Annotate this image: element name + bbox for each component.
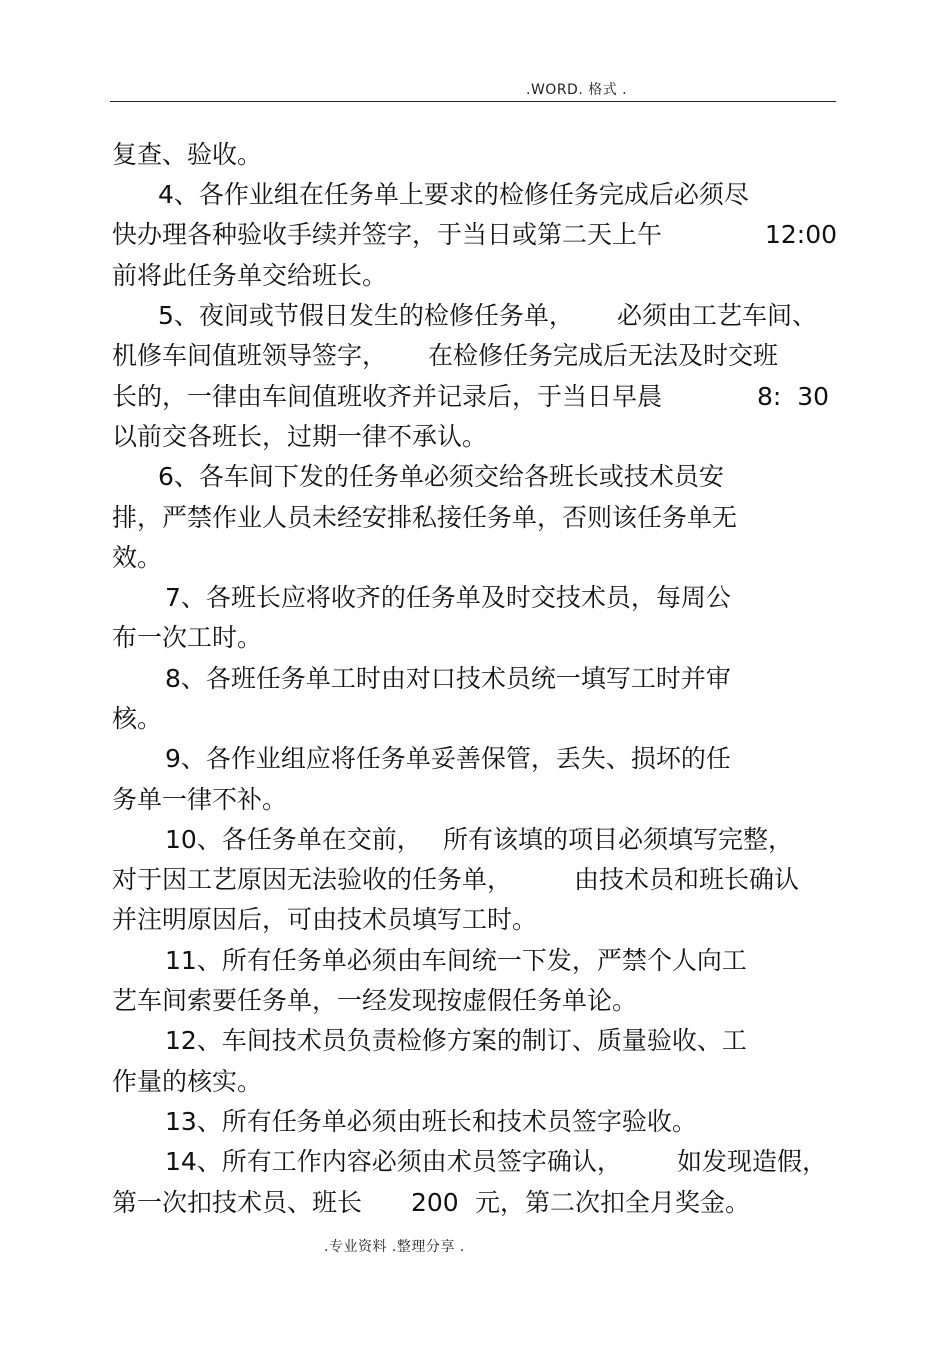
text-line [0,1106,697,1138]
text-line [0,824,794,856]
page-footer-label: .专业资料 .整理分享 . [324,1239,465,1255]
text-line [0,502,738,534]
text-line [0,1187,751,1219]
text-line [0,219,838,251]
text-segment: 由技术员和班长确认 [574,865,800,894]
text-line [0,1146,828,1178]
text-segment: 4、各作业组在任务单上要求的检修任务完成后必须尽 [158,180,749,209]
text-segment: 长的，一律由车间值班收齐并记录后，于当日早晨 [112,382,663,411]
text-segment: 第一次扣技术员、班长 [112,1188,363,1217]
text-segment: 对于因工艺原因无法验收的任务单， [112,865,513,894]
text-segment: 6、各车间下发的任务单必须交给各班长或技术员安 [158,462,724,491]
text-segment: 元，第二次扣全月奖金。 [475,1188,751,1217]
text-line [0,340,779,372]
text-segment: 艺车间索要任务单，一经发现按虚假任务单论。 [112,986,638,1015]
text-line [0,139,263,171]
text-line [0,461,724,493]
text-segment: 12、车间技术员负责检修方案的制订、质量验收、工 [165,1026,747,1055]
text-segment: 复查、验收。 [112,140,263,169]
text-line [0,179,749,211]
text-segment: 9、各作业组应将任务单妥善保管，丢失、损坏的任 [165,744,731,773]
text-line [0,1025,747,1057]
text-segment: 必须由工艺车间、 [617,301,818,330]
text-line [0,703,163,735]
text-line [0,582,731,614]
text-line [0,904,538,936]
text-line [0,743,731,775]
text-segment: 核。 [112,704,163,733]
text-line [0,945,747,977]
text-line [0,985,638,1017]
text-segment: 机修车间值班领导签字， [112,341,388,370]
text-line [0,381,830,413]
text-line [0,1066,263,1098]
text-line [0,542,163,574]
text-segment: 以前交各班长，过期一律不承认。 [112,422,488,451]
text-segment: 作量的核实。 [112,1067,263,1096]
text-segment: 8: 30 [757,382,830,411]
text-segment: 200 [411,1188,459,1217]
header-divider [110,101,836,102]
text-segment: 所有该填的项目必须填写完整， [443,825,794,854]
text-segment: 务单一律不补。 [112,785,288,814]
text-segment: 10、各任务单在交前， [165,825,422,854]
text-line [0,260,388,292]
text-segment: 14、所有工作内容必须由术员签字确认， [165,1147,622,1176]
text-segment: 前将此任务单交给班长。 [112,261,388,290]
text-segment: 5、夜间或节假日发生的检修任务单， [158,301,574,330]
text-segment: 快办理各种验收手续并签字，于当日或第二天上午 [112,220,663,249]
text-segment: 11、所有任务单必须由车间统一下发，严禁个人向工 [165,946,747,975]
text-segment: 如发现造假， [677,1147,828,1176]
page-header-label: .WORD. 格式 . [526,82,628,98]
text-segment: 8、各班任务单工时由对口技术员统一填写工时并审 [165,664,731,693]
text-segment: 效。 [112,543,163,572]
text-line [0,622,263,654]
text-line [0,663,731,695]
text-line [0,421,488,453]
text-segment: 并注明原因后，可由技术员填写工时。 [112,905,538,934]
text-segment: 布一次工时。 [112,623,263,652]
text-segment: 7、各班长应将收齐的任务单及时交技术员，每周公 [165,583,731,612]
text-line [0,300,818,332]
text-segment: 12:00 [765,220,838,249]
text-segment: 13、所有任务单必须由班长和技术员签字验收。 [165,1107,697,1136]
text-segment: 排，严禁作业人员未经安排私接任务单，否则该任务单无 [112,503,738,532]
text-line [0,864,800,896]
text-segment: 在检修任务完成后无法及时交班 [428,341,779,370]
text-line [0,784,288,816]
